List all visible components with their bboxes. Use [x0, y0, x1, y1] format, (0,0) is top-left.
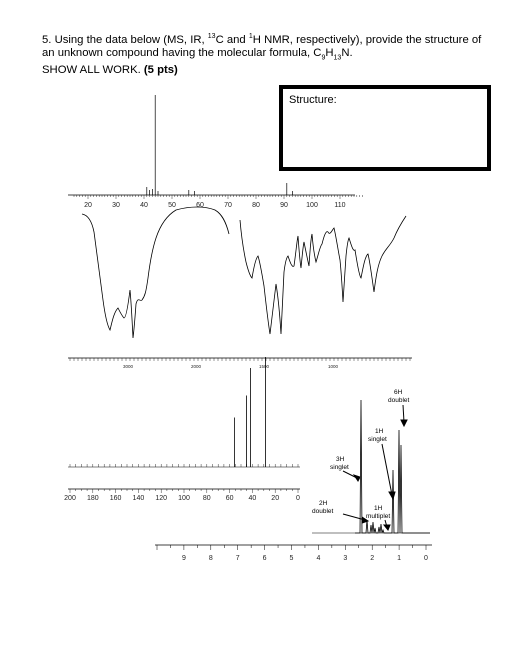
ir-spectrum [68, 207, 412, 369]
ms-tick-label: 70 [224, 202, 232, 209]
c13-tick-label: 140 [132, 495, 145, 502]
ir-tick-label: 2000 [190, 364, 202, 369]
h1-annotation-6h: 6H [394, 389, 403, 396]
question-intro: Using the data below (MS, IR, [54, 33, 208, 46]
ms-tick-label: 90 [280, 202, 288, 209]
h1-annotation-3h-singlet: singlet [330, 464, 349, 471]
ir-tick-label: 3000 [122, 364, 134, 369]
c13-peaks [234, 357, 265, 467]
ms-axis-labels [84, 202, 346, 209]
h1-annotation-2h: 2H [319, 500, 328, 507]
ms-tick-label: 50 [168, 202, 176, 209]
h1-tick-label: 7 [235, 555, 240, 562]
c13-axis-labels [64, 495, 300, 502]
h1-tick-label: 1 [397, 555, 402, 562]
arrow-1h-singlet-head [389, 492, 395, 499]
ms-tick-label: 30 [112, 202, 120, 209]
h1-annotation-1h-singlet: singlet [368, 436, 387, 443]
formula-sub-h: 13 [333, 54, 342, 62]
c13-tick-label: 60 [225, 495, 234, 502]
ms-tick-label: 100 [306, 202, 318, 209]
formula-h: H [325, 46, 334, 59]
h1-rest: H NMR, respectively), provide the structure of an unknown compound having the molecular formula, C [42, 33, 482, 59]
c13-tick-label: 0 [296, 495, 300, 502]
arrow-6h [403, 405, 404, 422]
h1-annotation-2h-doublet: doublet [312, 508, 334, 515]
structure-label: Structure: [289, 94, 337, 106]
show-work-text: SHOW ALL WORK. [42, 64, 141, 77]
arrow-3h-head [354, 475, 360, 481]
h1-tick-label: 6 [262, 555, 267, 562]
c13-tick-label: 160 [109, 495, 122, 502]
c13-tick-label: 20 [271, 495, 280, 502]
h1-tick-label: 9 [181, 555, 186, 562]
h1-tick-label: 3 [343, 555, 348, 562]
h1-ticks [157, 545, 426, 550]
ms-tick-label: 20 [84, 202, 92, 209]
h1-tick-label: 0 [424, 555, 428, 562]
h1-axis-labels [182, 555, 428, 562]
ir-tick-label: 1000 [327, 364, 339, 369]
ir-axis-labels [123, 364, 339, 369]
h1-annotation-3h: 3H [336, 456, 345, 463]
c13-rest: C and [215, 33, 249, 46]
ms-tick-label: 40 [140, 202, 148, 209]
h1-annotation-6h-doublet: doublet [388, 397, 410, 404]
ms-minor-ticks [74, 195, 362, 199]
ms-tick-label: 60 [196, 202, 204, 209]
question-number: 5. [42, 33, 52, 46]
h1-annotation-1h-m: 1H [374, 505, 383, 512]
formula-end: N. [341, 46, 353, 59]
c13-tick-label: 100 [178, 495, 190, 502]
h1-annotation-1h-multiplet: multiplet [366, 513, 391, 520]
ir-tick-label: 1500 [258, 364, 270, 369]
h1-nmr-spectrum [155, 389, 432, 562]
ir-ticks [70, 358, 410, 361]
arrow-1h-singlet [382, 444, 392, 495]
h1-tick-label: 4 [316, 555, 321, 562]
ms-peaks [147, 95, 293, 195]
c13-nmr-spectrum [64, 357, 300, 502]
arrow-1h-multiplet-head [384, 525, 390, 530]
h1-annotation-1h: 1H [375, 428, 384, 435]
arrow-6h-head [401, 420, 407, 426]
ms-tick-label: 80 [252, 202, 260, 209]
c13-superscript: 13 [207, 33, 216, 40]
h1-tick-label: 5 [289, 555, 294, 562]
points-label: (5 pts) [143, 64, 178, 77]
c13-tick-label: 80 [202, 495, 211, 502]
ir-trace [82, 207, 406, 338]
c13-tick-label: 40 [248, 495, 257, 502]
c13-tick-label: 120 [155, 495, 168, 502]
ms-tick-label: 110 [334, 202, 346, 209]
c13-tick-label: 200 [64, 495, 76, 502]
formula-sub-c: 9 [321, 54, 326, 62]
c13-tick-label: 180 [86, 495, 99, 502]
h1-superscript: 1 [248, 33, 253, 40]
h1-tick-label: 8 [208, 555, 213, 562]
mass-spectrum [68, 95, 362, 209]
h1-tick-label: 2 [370, 555, 375, 562]
